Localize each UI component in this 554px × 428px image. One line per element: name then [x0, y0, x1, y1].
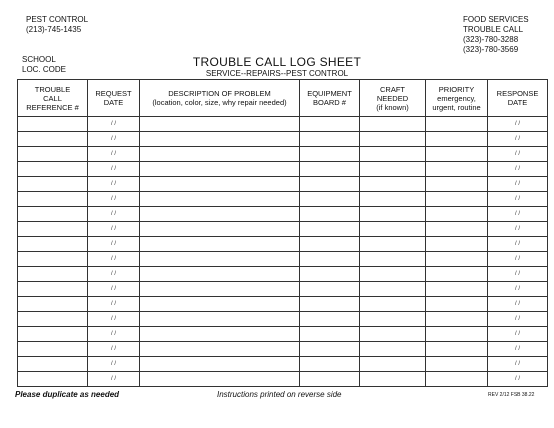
col-header-response-date: RESPONSE DATE [488, 80, 548, 117]
form-title: TROUBLE CALL LOG SHEET [192, 55, 362, 69]
cell-description[interactable] [140, 162, 300, 177]
revision-code: REV 2/12 FSB 38.22 [488, 392, 535, 398]
cell-ref[interactable] [18, 207, 88, 222]
col-header-equipment: EQUIPMENT BOARD # [300, 80, 360, 117]
cell-priority[interactable] [426, 357, 488, 372]
cell-response-date[interactable]: / / [488, 207, 548, 222]
cell-ref[interactable] [18, 282, 88, 297]
table-row [18, 222, 548, 237]
cell-equipment[interactable] [300, 162, 360, 177]
cell-response-date[interactable]: / / [488, 357, 548, 372]
table-row [18, 267, 548, 282]
food-services-subtitle: TROUBLE CALL [463, 25, 524, 34]
duplicate-note: Please duplicate as needed [15, 390, 120, 399]
cell-response-date[interactable]: / / [488, 177, 548, 192]
cell-equipment[interactable] [300, 117, 360, 132]
cell-priority[interactable] [426, 147, 488, 162]
table-row [18, 327, 548, 342]
cell-request-date[interactable]: / / [88, 282, 140, 297]
cell-ref[interactable] [18, 117, 88, 132]
cell-equipment[interactable] [300, 222, 360, 237]
cell-craft[interactable] [360, 327, 426, 342]
cell-priority[interactable] [426, 162, 488, 177]
cell-equipment[interactable] [300, 372, 360, 387]
cell-response-date[interactable]: / / [488, 342, 548, 357]
pest-control-contact [26, 15, 88, 35]
cell-description[interactable] [140, 132, 300, 147]
cell-response-date[interactable]: / / [488, 297, 548, 312]
cell-response-date[interactable]: / / [488, 282, 548, 297]
cell-craft[interactable] [360, 312, 426, 327]
cell-request-date[interactable]: / / [88, 252, 140, 267]
table-row [18, 342, 548, 357]
cell-ref[interactable] [18, 237, 88, 252]
cell-description[interactable] [140, 282, 300, 297]
cell-equipment[interactable] [300, 357, 360, 372]
cell-response-date[interactable]: / / [488, 192, 548, 207]
cell-craft[interactable] [360, 237, 426, 252]
cell-craft[interactable] [360, 132, 426, 147]
cell-priority[interactable] [426, 267, 488, 282]
cell-craft[interactable] [360, 282, 426, 297]
cell-request-date[interactable]: / / [88, 192, 140, 207]
cell-response-date[interactable]: / / [488, 267, 548, 282]
cell-priority[interactable] [426, 342, 488, 357]
cell-craft[interactable] [360, 207, 426, 222]
cell-priority[interactable] [426, 222, 488, 237]
instructions-note: Instructions printed on reverse side [217, 390, 342, 399]
cell-priority[interactable] [426, 297, 488, 312]
col-header-priority: PRIORITY emergency, urgent, routine [426, 80, 488, 117]
table-row [18, 372, 548, 387]
cell-priority[interactable] [426, 252, 488, 267]
table-row [18, 132, 548, 147]
cell-response-date[interactable]: / / [488, 237, 548, 252]
cell-response-date[interactable]: / / [488, 162, 548, 177]
cell-craft[interactable] [360, 222, 426, 237]
cell-response-date[interactable]: / / [488, 117, 548, 132]
cell-ref[interactable] [18, 222, 88, 237]
cell-request-date[interactable]: / / [88, 222, 140, 237]
cell-craft[interactable] [360, 267, 426, 282]
cell-priority[interactable] [426, 177, 488, 192]
cell-description[interactable] [140, 177, 300, 192]
cell-description[interactable] [140, 222, 300, 237]
table-row [18, 252, 548, 267]
table-row [18, 297, 548, 312]
table-row [18, 192, 548, 207]
cell-request-date[interactable]: / / [88, 297, 140, 312]
cell-description[interactable] [140, 372, 300, 387]
pest-control-title: PEST CONTROL [26, 15, 89, 24]
loc-code-label: LOC. CODE [22, 65, 67, 74]
cell-response-date[interactable]: / / [488, 252, 548, 267]
cell-ref[interactable] [18, 177, 88, 192]
cell-ref[interactable] [18, 327, 88, 342]
cell-ref[interactable] [18, 192, 88, 207]
cell-ref[interactable] [18, 357, 88, 372]
cell-description[interactable] [140, 252, 300, 267]
table-row [18, 237, 548, 252]
food-services-contact [463, 15, 529, 55]
cell-equipment[interactable] [300, 297, 360, 312]
cell-response-date[interactable]: / / [488, 312, 548, 327]
table-row [18, 177, 548, 192]
cell-request-date[interactable]: / / [88, 342, 140, 357]
col-header-request-date: REQUEST DATE [88, 80, 140, 117]
cell-description[interactable] [140, 312, 300, 327]
pest-control-phone: (213)-745-1435 [26, 25, 82, 34]
cell-equipment[interactable] [300, 177, 360, 192]
cell-description[interactable] [140, 117, 300, 132]
cell-priority[interactable] [426, 132, 488, 147]
cell-craft[interactable] [360, 252, 426, 267]
table-row [18, 282, 548, 297]
col-header-description: DESCRIPTION OF PROBLEM (location, color, size, why repair needed) [140, 80, 300, 117]
cell-request-date[interactable]: / / [88, 132, 140, 147]
table-header-row [18, 80, 548, 117]
cell-ref[interactable] [18, 147, 88, 162]
cell-equipment[interactable] [300, 192, 360, 207]
table-row [18, 162, 548, 177]
form-subtitle: SERVICE--REPAIRS--PEST CONTROL [205, 69, 349, 78]
cell-equipment[interactable] [300, 312, 360, 327]
cell-ref[interactable] [18, 267, 88, 282]
cell-priority[interactable] [426, 312, 488, 327]
cell-ref[interactable] [18, 372, 88, 387]
cell-equipment[interactable] [300, 237, 360, 252]
cell-description[interactable] [140, 297, 300, 312]
cell-priority[interactable] [426, 327, 488, 342]
table-row [18, 147, 548, 162]
cell-request-date[interactable]: / / [88, 207, 140, 222]
cell-description[interactable] [140, 147, 300, 162]
cell-equipment[interactable] [300, 342, 360, 357]
cell-request-date[interactable]: / / [88, 162, 140, 177]
cell-ref[interactable] [18, 132, 88, 147]
col-header-reference: TROUBLE CALL REFERENCE # [18, 80, 88, 117]
cell-priority[interactable] [426, 117, 488, 132]
cell-description[interactable] [140, 192, 300, 207]
cell-priority[interactable] [426, 207, 488, 222]
cell-equipment[interactable] [300, 267, 360, 282]
cell-craft[interactable] [360, 117, 426, 132]
cell-craft[interactable] [360, 297, 426, 312]
cell-craft[interactable] [360, 357, 426, 372]
cell-equipment[interactable] [300, 132, 360, 147]
cell-response-date[interactable]: / / [488, 147, 548, 162]
cell-description[interactable] [140, 267, 300, 282]
trouble-call-log-table [17, 79, 548, 387]
cell-equipment[interactable] [300, 282, 360, 297]
cell-response-date[interactable]: / / [488, 372, 548, 387]
cell-request-date[interactable]: / / [88, 267, 140, 282]
cell-description[interactable] [140, 207, 300, 222]
col-header-craft: CRAFT NEEDED (if known) [360, 80, 426, 117]
cell-ref[interactable] [18, 162, 88, 177]
cell-response-date[interactable]: / / [488, 327, 548, 342]
cell-priority[interactable] [426, 282, 488, 297]
cell-request-date[interactable]: / / [88, 312, 140, 327]
food-services-phone-1: (323)-780-3288 [463, 35, 519, 44]
cell-description[interactable] [140, 237, 300, 252]
cell-equipment[interactable] [300, 147, 360, 162]
table-body [18, 117, 548, 387]
cell-craft[interactable] [360, 147, 426, 162]
cell-craft[interactable] [360, 192, 426, 207]
cell-request-date[interactable]: / / [88, 177, 140, 192]
cell-ref[interactable] [18, 297, 88, 312]
cell-equipment[interactable] [300, 207, 360, 222]
cell-craft[interactable] [360, 372, 426, 387]
cell-equipment[interactable] [300, 252, 360, 267]
food-services-title: FOOD SERVICES [463, 15, 529, 24]
cell-ref[interactable] [18, 252, 88, 267]
table-row [18, 312, 548, 327]
cell-description[interactable] [140, 357, 300, 372]
cell-priority[interactable] [426, 237, 488, 252]
cell-request-date[interactable]: / / [88, 117, 140, 132]
cell-response-date[interactable]: / / [488, 222, 548, 237]
cell-priority[interactable] [426, 192, 488, 207]
cell-request-date[interactable]: / / [88, 237, 140, 252]
cell-ref[interactable] [18, 342, 88, 357]
table-row [18, 357, 548, 372]
cell-craft[interactable] [360, 342, 426, 357]
cell-description[interactable] [140, 327, 300, 342]
cell-equipment[interactable] [300, 327, 360, 342]
cell-description[interactable] [140, 342, 300, 357]
cell-request-date[interactable]: / / [88, 147, 140, 162]
cell-request-date[interactable]: / / [88, 327, 140, 342]
table-row [18, 207, 548, 222]
cell-response-date[interactable]: / / [488, 132, 548, 147]
cell-craft[interactable] [360, 177, 426, 192]
cell-craft[interactable] [360, 162, 426, 177]
cell-request-date[interactable]: / / [88, 357, 140, 372]
table-row [18, 117, 548, 132]
cell-priority[interactable] [426, 372, 488, 387]
school-label: SCHOOL [22, 55, 56, 64]
food-services-phone-2: (323)-780-3569 [463, 45, 519, 54]
cell-ref[interactable] [18, 312, 88, 327]
cell-request-date[interactable]: / / [88, 372, 140, 387]
